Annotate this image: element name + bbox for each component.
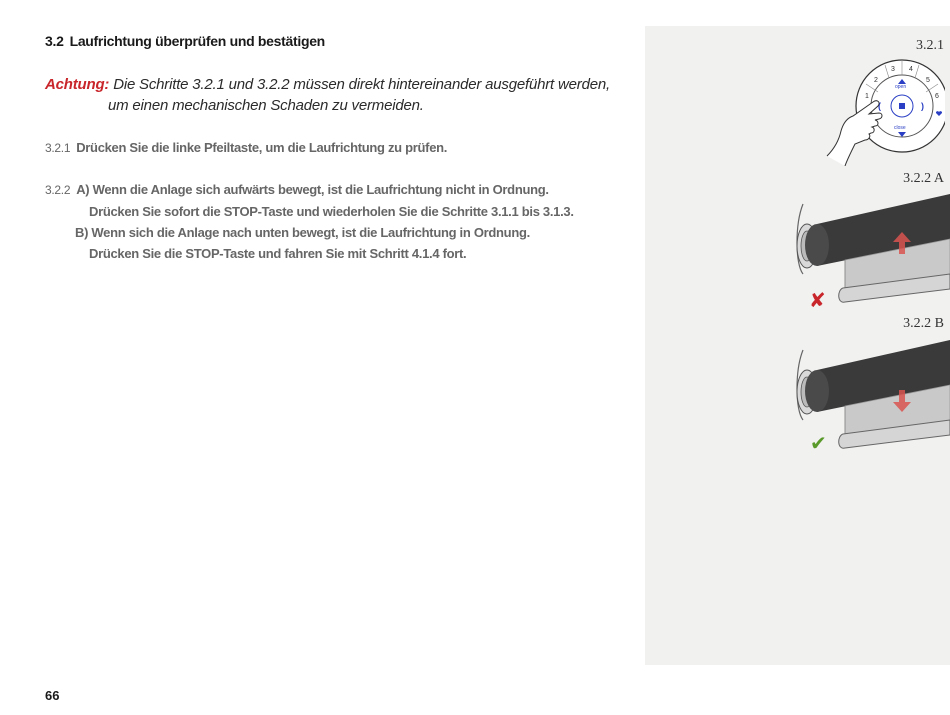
step-text: Drücken Sie die linke Pfeiltaste, um die Laufrichtung zu prüfen. [76,140,448,155]
right-key-icon: ) [921,101,924,111]
figure-label-3-2-2-a: 3.2.2 A [903,171,944,186]
close-label: close [894,125,906,131]
step-b-line-2: Drücken Sie die STOP-Taste und fahren Sie mit Schritt 4.1.4 fort. [89,246,467,261]
warning-note [45,74,625,116]
step-3-2-2 [45,179,574,264]
step-3-2-1 [45,137,447,159]
figure-label-3-2-2-b: 3.2.2 B [903,316,944,331]
channel-6-label: 6 [935,93,939,100]
page-number: 66 [45,688,60,703]
section-title: Laufrichtung überprüfen und bestätigen [69,33,325,49]
channel-3-label: 3 [891,66,895,73]
step-number: 3.2.1 [45,141,71,155]
channel-1-label: 1 [865,93,869,100]
channel-4-label: 4 [909,66,913,73]
warning-line-2: um einen mechanischen Schaden zu vermeiden. [108,97,424,114]
check-mark-icon: ✔ [810,431,827,455]
step-b-line-1: B) Wenn sich die Anlage nach unten bewegt, ist die Laufrichtung in Ordnung. [75,225,530,240]
channel-5-label: 5 [926,77,930,84]
section-heading [45,33,325,49]
left-key-icon: ( [878,101,881,111]
step-a-line-1: A) Wenn die Anlage sich aufwärts bewegt, ist die Laufrichtung nicht in Ordnung. [76,182,549,197]
stop-key-icon [899,103,905,109]
step-number: 3.2.2 [45,183,71,197]
section-number: 3.2 [45,33,64,49]
step-a-line-2: Drücken Sie sofort die STOP-Taste und wiederholen Sie die Schritte 3.1.1 bis 3.1.3. [89,204,574,219]
warning-line-1: Die Schritte 3.2.1 und 3.2.2 müssen direkt hintereinander ausgeführt werden, [113,76,610,93]
open-label: open [895,84,907,90]
warning-label: Achtung: [45,76,110,93]
cross-mark-icon: ✘ [809,288,826,312]
figure-label-3-2-1: 3.2.1 [916,38,944,53]
figure-panel [645,26,950,665]
channel-2-label: 2 [874,77,878,84]
remote-control-illustration [825,56,945,166]
